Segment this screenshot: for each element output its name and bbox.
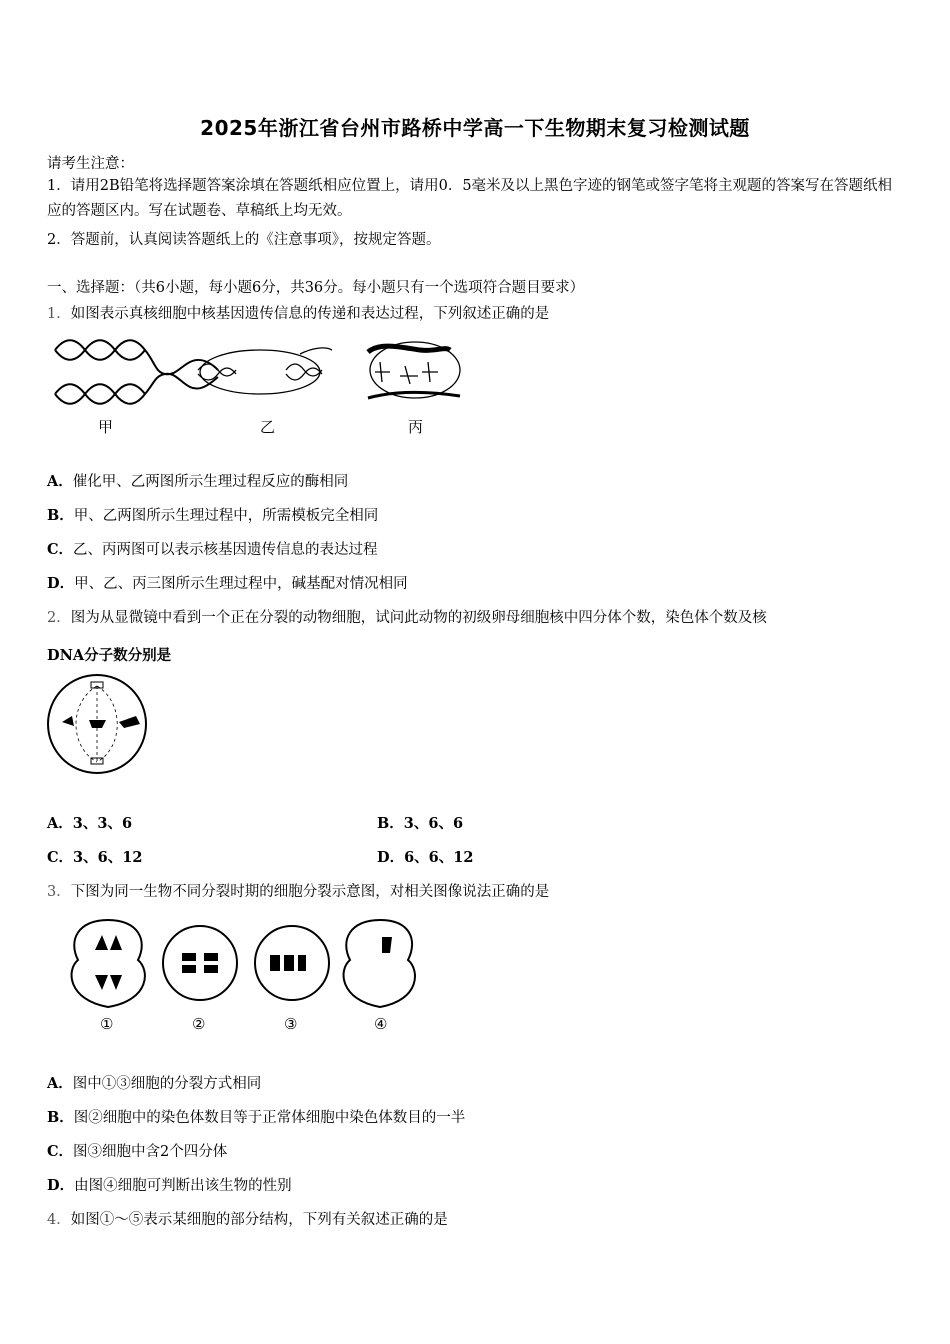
- transcription-diagram: [198, 348, 332, 394]
- option-text: 催化甲、乙两图所示生理过程反应的酶相同: [72, 474, 349, 490]
- option-key: A．: [47, 815, 73, 832]
- option-3a[interactable]: [47, 1072, 261, 1093]
- question-number: 1．: [47, 306, 71, 322]
- question-1: [47, 302, 549, 323]
- option-text: 3、6、6: [403, 815, 464, 832]
- option-2d[interactable]: [377, 846, 473, 867]
- option-key: C．: [47, 1143, 74, 1160]
- question-4: [47, 1208, 448, 1229]
- option-text: 3、3、6: [72, 815, 133, 832]
- question-stem: 图为从显微镜中看到一个正在分裂的动物细胞，试问此动物的初级卵母细胞核中四分体个数，染色体个数及核: [70, 610, 767, 626]
- question-stem: 如图表示真核细胞中核基因遗传信息的传递和表达过程，下列叙述正确的是: [70, 306, 550, 322]
- figure-label-jia: 甲: [98, 418, 114, 436]
- notice-heading: 请考生注意：: [47, 156, 134, 172]
- option-text: 图③细胞中含2个四分体: [73, 1144, 228, 1160]
- question-number: 3．: [47, 884, 71, 900]
- option-text: 甲、乙、丙三图所示生理过程中，碱基配对情况相同: [74, 576, 408, 592]
- option-key: D．: [47, 1177, 75, 1194]
- option-3b[interactable]: [47, 1106, 465, 1127]
- option-text: 乙、丙两图可以表示核基因遗传信息的表达过程: [73, 542, 378, 558]
- option-key: A．: [47, 1075, 73, 1092]
- option-key: C．: [47, 849, 74, 866]
- question-2-stem-continued: DNA分子数分别是: [47, 647, 172, 664]
- option-3d[interactable]: [47, 1174, 292, 1195]
- question-number: 2．: [47, 610, 71, 626]
- option-1d[interactable]: [47, 572, 408, 593]
- figure-dna-processes: [50, 332, 470, 442]
- notice-item-1: 1．请用2B铅笔将选择题答案涂填在答题纸相应位置上，请用0．5毫米及以上黑色字迹的钢笔或签字笔将主观题的答案写在答题纸相应的答题区内。写在试题卷、草稿纸上均无效。: [47, 178, 893, 219]
- figure-label-1: ①: [100, 1015, 114, 1033]
- option-2b[interactable]: [377, 812, 463, 833]
- replication-diagram: [55, 340, 218, 404]
- page-title: 2025年浙江省台州市路桥中学高一下生物期末复习检测试题: [200, 116, 750, 140]
- option-text: 图②细胞中的染色体数目等于正常体细胞中染色体数目的一半: [73, 1110, 466, 1126]
- figure-cell-division-stages: [70, 915, 430, 1035]
- option-text: 甲、乙两图所示生理过程中，所需模板完全相同: [73, 508, 379, 524]
- option-key: A．: [47, 473, 73, 490]
- figure-label-4: ④: [374, 1015, 388, 1033]
- option-key: D．: [47, 575, 75, 592]
- option-3c[interactable]: [47, 1140, 227, 1161]
- option-1b[interactable]: [47, 504, 378, 525]
- figure-label-2: ②: [192, 1015, 206, 1033]
- question-number: 4．: [47, 1212, 71, 1228]
- option-key: D．: [377, 849, 405, 866]
- option-key: B．: [47, 1109, 74, 1126]
- question-2: [47, 606, 767, 627]
- figure-label-bing: 丙: [408, 418, 424, 436]
- option-key: B．: [377, 815, 404, 832]
- option-2a[interactable]: [47, 812, 132, 833]
- notice-item-2: 2．答题前，认真阅读答题纸上的《注意事项》，按规定答题。: [47, 232, 441, 248]
- option-text: 3、6、12: [73, 849, 143, 866]
- option-key: C．: [47, 541, 74, 558]
- figure-dividing-cell: [44, 672, 154, 782]
- option-key: B．: [47, 507, 74, 524]
- option-text: 6、6、12: [404, 849, 474, 866]
- option-1c[interactable]: [47, 538, 378, 559]
- question-3: [47, 880, 549, 901]
- question-stem: 下图为同一生物不同分裂时期的细胞分裂示意图，对相关图像说法正确的是: [70, 884, 550, 900]
- option-1a[interactable]: [47, 470, 348, 491]
- section-heading: 一、选择题：（共6小题，每小题6分，共36分。每小题只有一个选项符合题目要求）: [47, 280, 585, 296]
- option-2c[interactable]: [47, 846, 142, 867]
- figure-label-3: ③: [284, 1015, 298, 1033]
- question-stem: 如图①～⑤表示某细胞的部分结构，下列有关叙述正确的是: [70, 1212, 448, 1228]
- option-text: 由图④细胞可判断出该生物的性别: [74, 1178, 292, 1194]
- figure-label-yi: 乙: [260, 418, 276, 436]
- translation-diagram: [368, 342, 460, 398]
- option-text: 图中①③细胞的分裂方式相同: [72, 1076, 262, 1092]
